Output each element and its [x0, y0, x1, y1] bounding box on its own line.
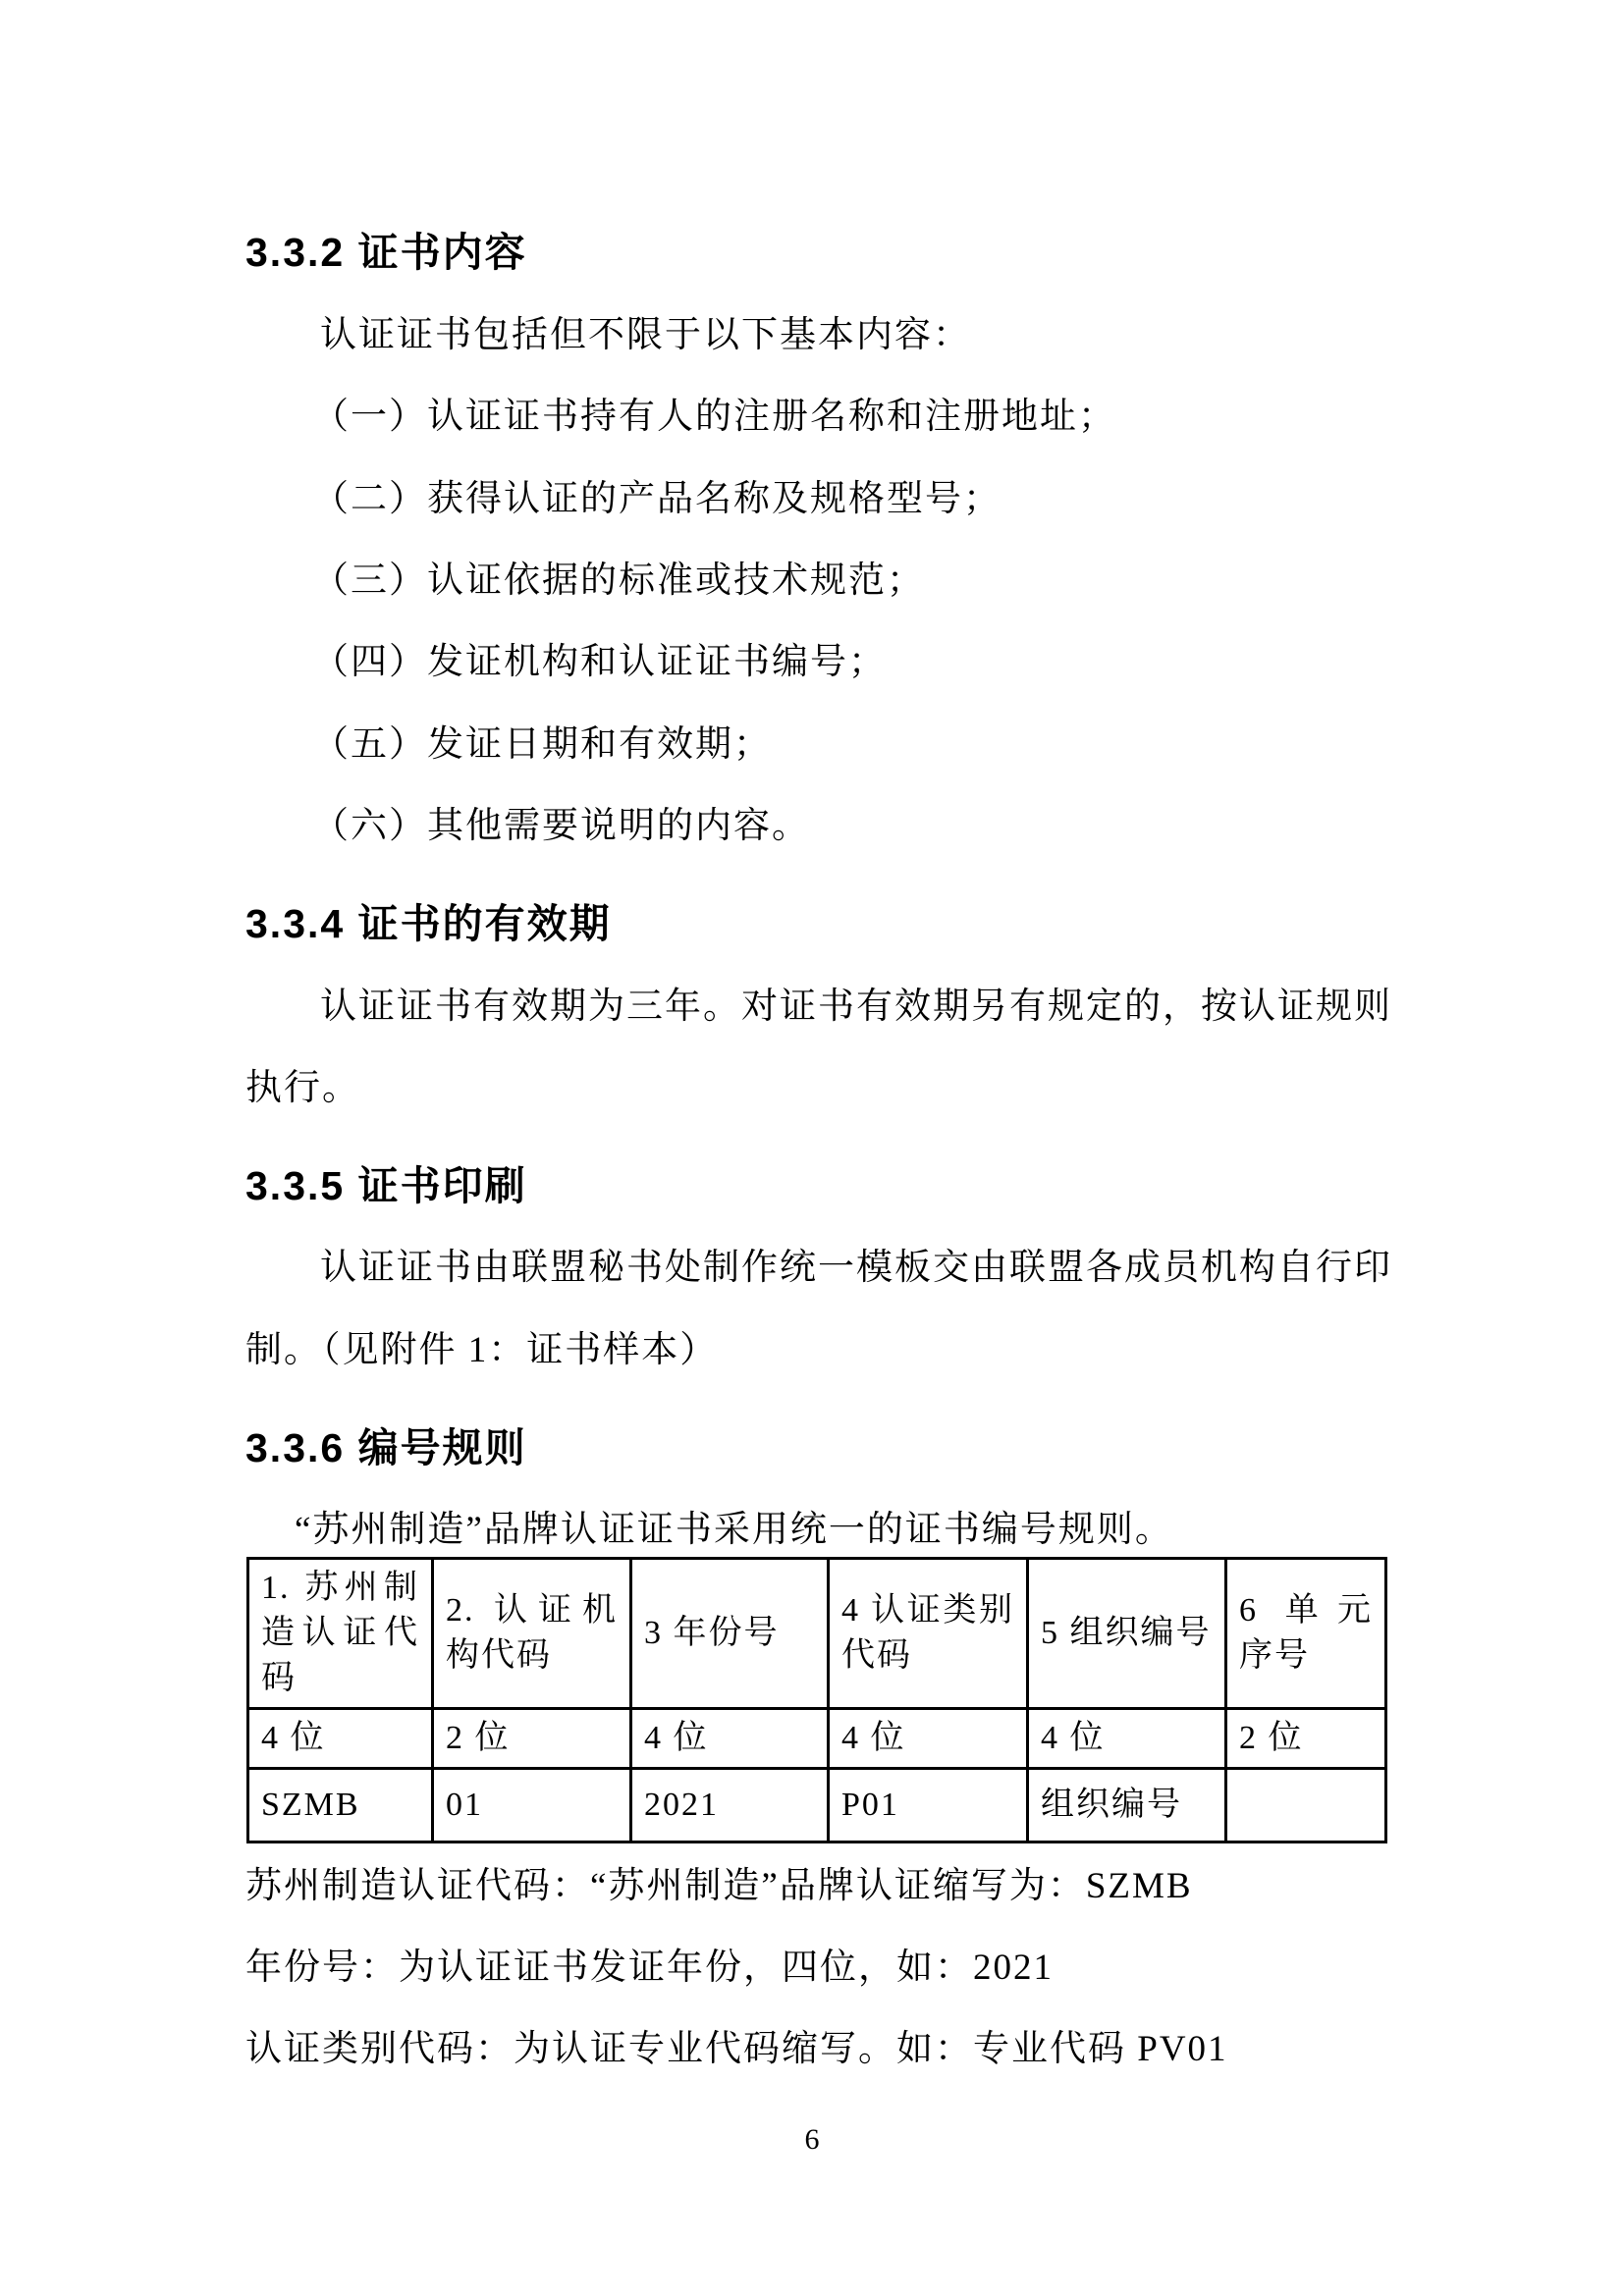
table-cell: 01	[433, 1769, 631, 1842]
list-item-2: （二）获得认证的产品名称及规格型号；	[312, 479, 1001, 519]
list-item-1: （一）认证证书持有人的注册名称和注册地址；	[312, 397, 1116, 437]
section-heading-3-3-4: 3.3.4 证书的有效期	[245, 901, 612, 946]
table-row-digits	[248, 1709, 1386, 1769]
table-cell: 2 位	[433, 1709, 631, 1769]
table-cell: 4 位	[829, 1709, 1028, 1769]
section-heading-3-3-2: 3.3.2 证书内容	[245, 230, 527, 275]
numbering-rule-table	[246, 1557, 1387, 1843]
table-cell: P01	[829, 1769, 1028, 1842]
list-item-5: （五）发证日期和有效期；	[312, 724, 772, 765]
table-cell: SZMB	[248, 1769, 433, 1842]
table-header-cell: 2. 认证机构代码	[433, 1559, 631, 1709]
section-heading-3-3-5: 3.3.5 证书印刷	[245, 1163, 527, 1208]
table-cell: 4 位	[1028, 1709, 1226, 1769]
table-header-cell: 1. 苏州制造认证代码	[248, 1559, 433, 1709]
note-code: 苏州制造认证代码：“苏州制造”品牌认证缩写为：SZMB	[245, 1866, 1193, 1906]
table-row-example	[248, 1769, 1386, 1842]
list-item-4: （四）发证机构和认证证书编号；	[312, 642, 887, 682]
table-header-cell: 4 认证类别代码	[829, 1559, 1028, 1709]
table-row-headers	[248, 1559, 1386, 1709]
paragraph-334-line1: 认证证书有效期为三年。对证书有效期另有规定的，按认证规则	[320, 987, 1392, 1027]
paragraph-335-line2: 制。（见附件 1：证书样本）	[245, 1330, 719, 1370]
paragraph-335-line1: 认证证书由联盟秘书处制作统一模板交由联盟各成员机构自行印	[320, 1248, 1392, 1288]
page-number: 6	[804, 2123, 820, 2156]
table-cell: 2 位	[1226, 1709, 1386, 1769]
note-year: 年份号：为认证证书发证年份，四位，如：2021	[245, 1948, 1054, 1988]
table-cell	[1226, 1769, 1386, 1842]
list-item-3: （三）认证依据的标准或技术规范；	[312, 561, 925, 601]
table-cell: 组织编号	[1028, 1769, 1226, 1842]
table-cell: 2021	[631, 1769, 829, 1842]
table-cell: 4 位	[248, 1709, 433, 1769]
paragraph-intro-332: 认证证书包括但不限于以下基本内容：	[320, 315, 971, 355]
list-item-6: （六）其他需要说明的内容。	[312, 806, 810, 846]
table-header-cell: 5 组织编号	[1028, 1559, 1226, 1709]
table-header-cell: 6 单元序号	[1226, 1559, 1386, 1709]
note-category: 认证类别代码：为认证专业代码缩写。如：专业代码 PV01	[245, 2029, 1228, 2069]
paragraph-intro-336: “苏州制造”品牌认证证书采用统一的证书编号规则。	[295, 1510, 1173, 1550]
table-cell: 4 位	[631, 1709, 829, 1769]
section-heading-3-3-6: 3.3.6 编号规则	[245, 1425, 527, 1470]
paragraph-334-line2: 执行。	[245, 1068, 360, 1108]
table-header-cell: 3 年份号	[631, 1559, 829, 1709]
